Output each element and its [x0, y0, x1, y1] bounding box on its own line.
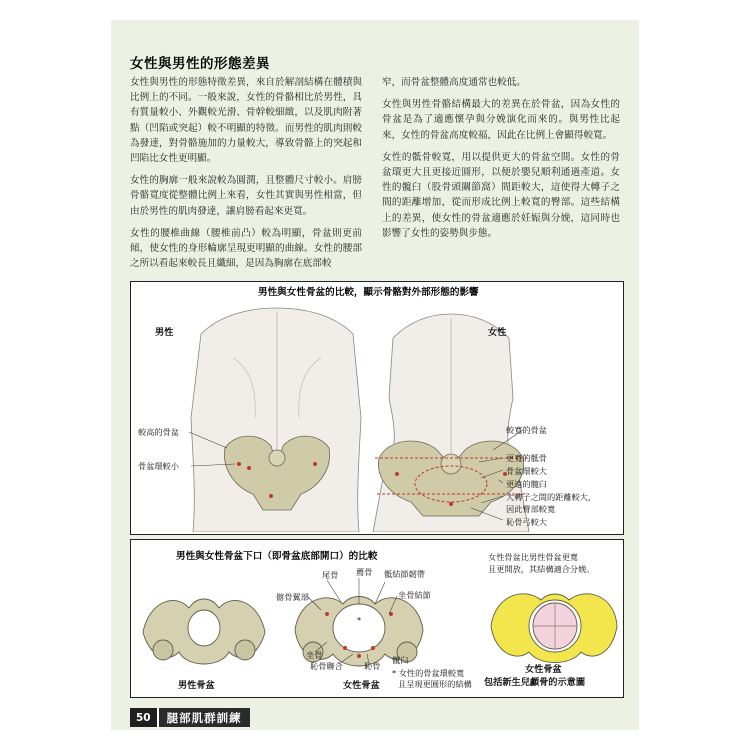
caption-newborn-skull: 包括新生兒顱骨的示意圖	[484, 677, 586, 688]
callout-larger-pelvic-ring: 骨盆環較大	[506, 466, 547, 476]
caption-female-pelvis: 女性骨盆	[343, 680, 380, 691]
callout-wider-sacrum: 更寬的骶骨	[506, 453, 547, 463]
label-acetabulum: 髖臼	[392, 655, 409, 665]
label-ischium: 坐骨	[306, 650, 323, 660]
label-sacrum: 薦骨	[356, 567, 373, 577]
callout-wider-pelvis: 較寬的骨盆	[506, 425, 547, 435]
pelvic-outlet-illustration	[131, 560, 621, 696]
male-pelvis-outlet	[143, 599, 265, 664]
note-female-open: 且更開放，其結構適合分娩。	[488, 564, 595, 574]
callout-smaller-pelvic-ring: 骨盆環較小	[138, 461, 179, 471]
label-note-rounder: 且呈現更圓形的結構	[398, 679, 472, 689]
label-asterisk: *	[357, 615, 362, 625]
female-pelvis-with-newborn-skull	[491, 594, 617, 663]
callout-trochanter-distance: 大轉子之間的距離較大，	[506, 492, 597, 502]
label-coccyx: 尾骨	[322, 570, 339, 580]
left-text-column	[130, 75, 362, 278]
paragraph: 女性與男性骨骼結構最大的差異在於骨盆，因為女性的骨盆是為了適應懷孕與分娩演化而來的。與男性比起來，女性的骨盆高度較福，因此在比例上會顯得較寬。	[382, 99, 620, 141]
female-label: 女性	[488, 327, 507, 338]
callout-higher-pelvis: 較高的骨盆	[138, 427, 179, 437]
caption-male-pelvis: 男性骨盆	[178, 680, 215, 691]
callout-pubic-arch: 恥骨弓較大	[506, 517, 547, 527]
paragraph: 女性與男性的形態特徵差異，來自於解剖結構在體積與比例上的不同。一般來說，女性的骨骼相比於男性，具有質量較小、外觀較光滑、骨幹較細緻，以及肌肉附著點（凹陷或突起）較不明顯的特徵。而男性的肌肉則較為發達，對骨骼施加的力量較大，導致骨骼上的突起和凹陷比女性更明顯。	[130, 77, 362, 165]
right-text-column	[382, 75, 620, 248]
male-label: 男性	[155, 327, 174, 338]
callout-farther-acetabulum: 更遠的髖臼	[506, 479, 547, 489]
label-ischial-tuberosity: 坐骨結節	[398, 590, 431, 600]
paragraph: 女性的骶骨較寬，用以提供更大的骨盆空間。女性的骨盆環更大且更接近圓形，以便於嬰兒順利通過產道。女性的髖臼（股骨頭關節窩）間距較大，這使得大轉子之間的距離增加，從而形成比例上較寬的臀部。這些結構上的差異，使女性的骨盆適應於妊娠與分娩，這同時也影響了女性的姿勢與步態。	[382, 151, 620, 239]
figure1-title: 男性與女性骨盆的比較，顯示骨骼對外部形態的影響	[258, 287, 479, 298]
paragraph: 女性的腰椎曲線（腰椎前凸）較為明顯，骨盆則更前傾，使女性的身形輪廓呈現更明顯的曲線。女性的腰部之所以看起來較長且纖細，是因為胸廓在底部較	[130, 227, 362, 270]
page-number: 50	[130, 708, 157, 727]
paragraph: 窄，而骨盆整體高度通常也較低。	[382, 77, 526, 88]
callout-wider-hips: 因此臀部較寬	[506, 504, 556, 514]
label-pubic-symphysis: 恥骨聯合	[310, 661, 343, 671]
label-sacrotuberous-ligament: 骶結節韌帶	[384, 569, 425, 579]
page-footer	[130, 708, 250, 727]
label-pubis: 恥骨	[364, 661, 381, 671]
label-note-wider-ring: * 女性的骨盆環較寬	[392, 668, 465, 678]
section-title: 女性與男性的形態差異	[130, 56, 270, 72]
figure2-title: 男性與女性骨盆下口（即骨盆底部開口）的比較	[176, 551, 378, 562]
label-ilium: 髂骨翼部	[276, 592, 309, 602]
note-female-wider: 女性骨盆比男性骨盆更寬	[488, 552, 579, 562]
paragraph: 女性的胸廓一般來說較為圓潤，且整體尺寸較小。肩膀骨骼寬度從整體比例上來看，女性其實與男性相當，但由於男性的肌肉發達，讓肩膀看起來更寬。	[130, 175, 362, 217]
caption-female-pelvis-newborn: 女性骨盆	[525, 664, 562, 675]
chapter-title: 腿部肌群訓練	[157, 708, 250, 727]
